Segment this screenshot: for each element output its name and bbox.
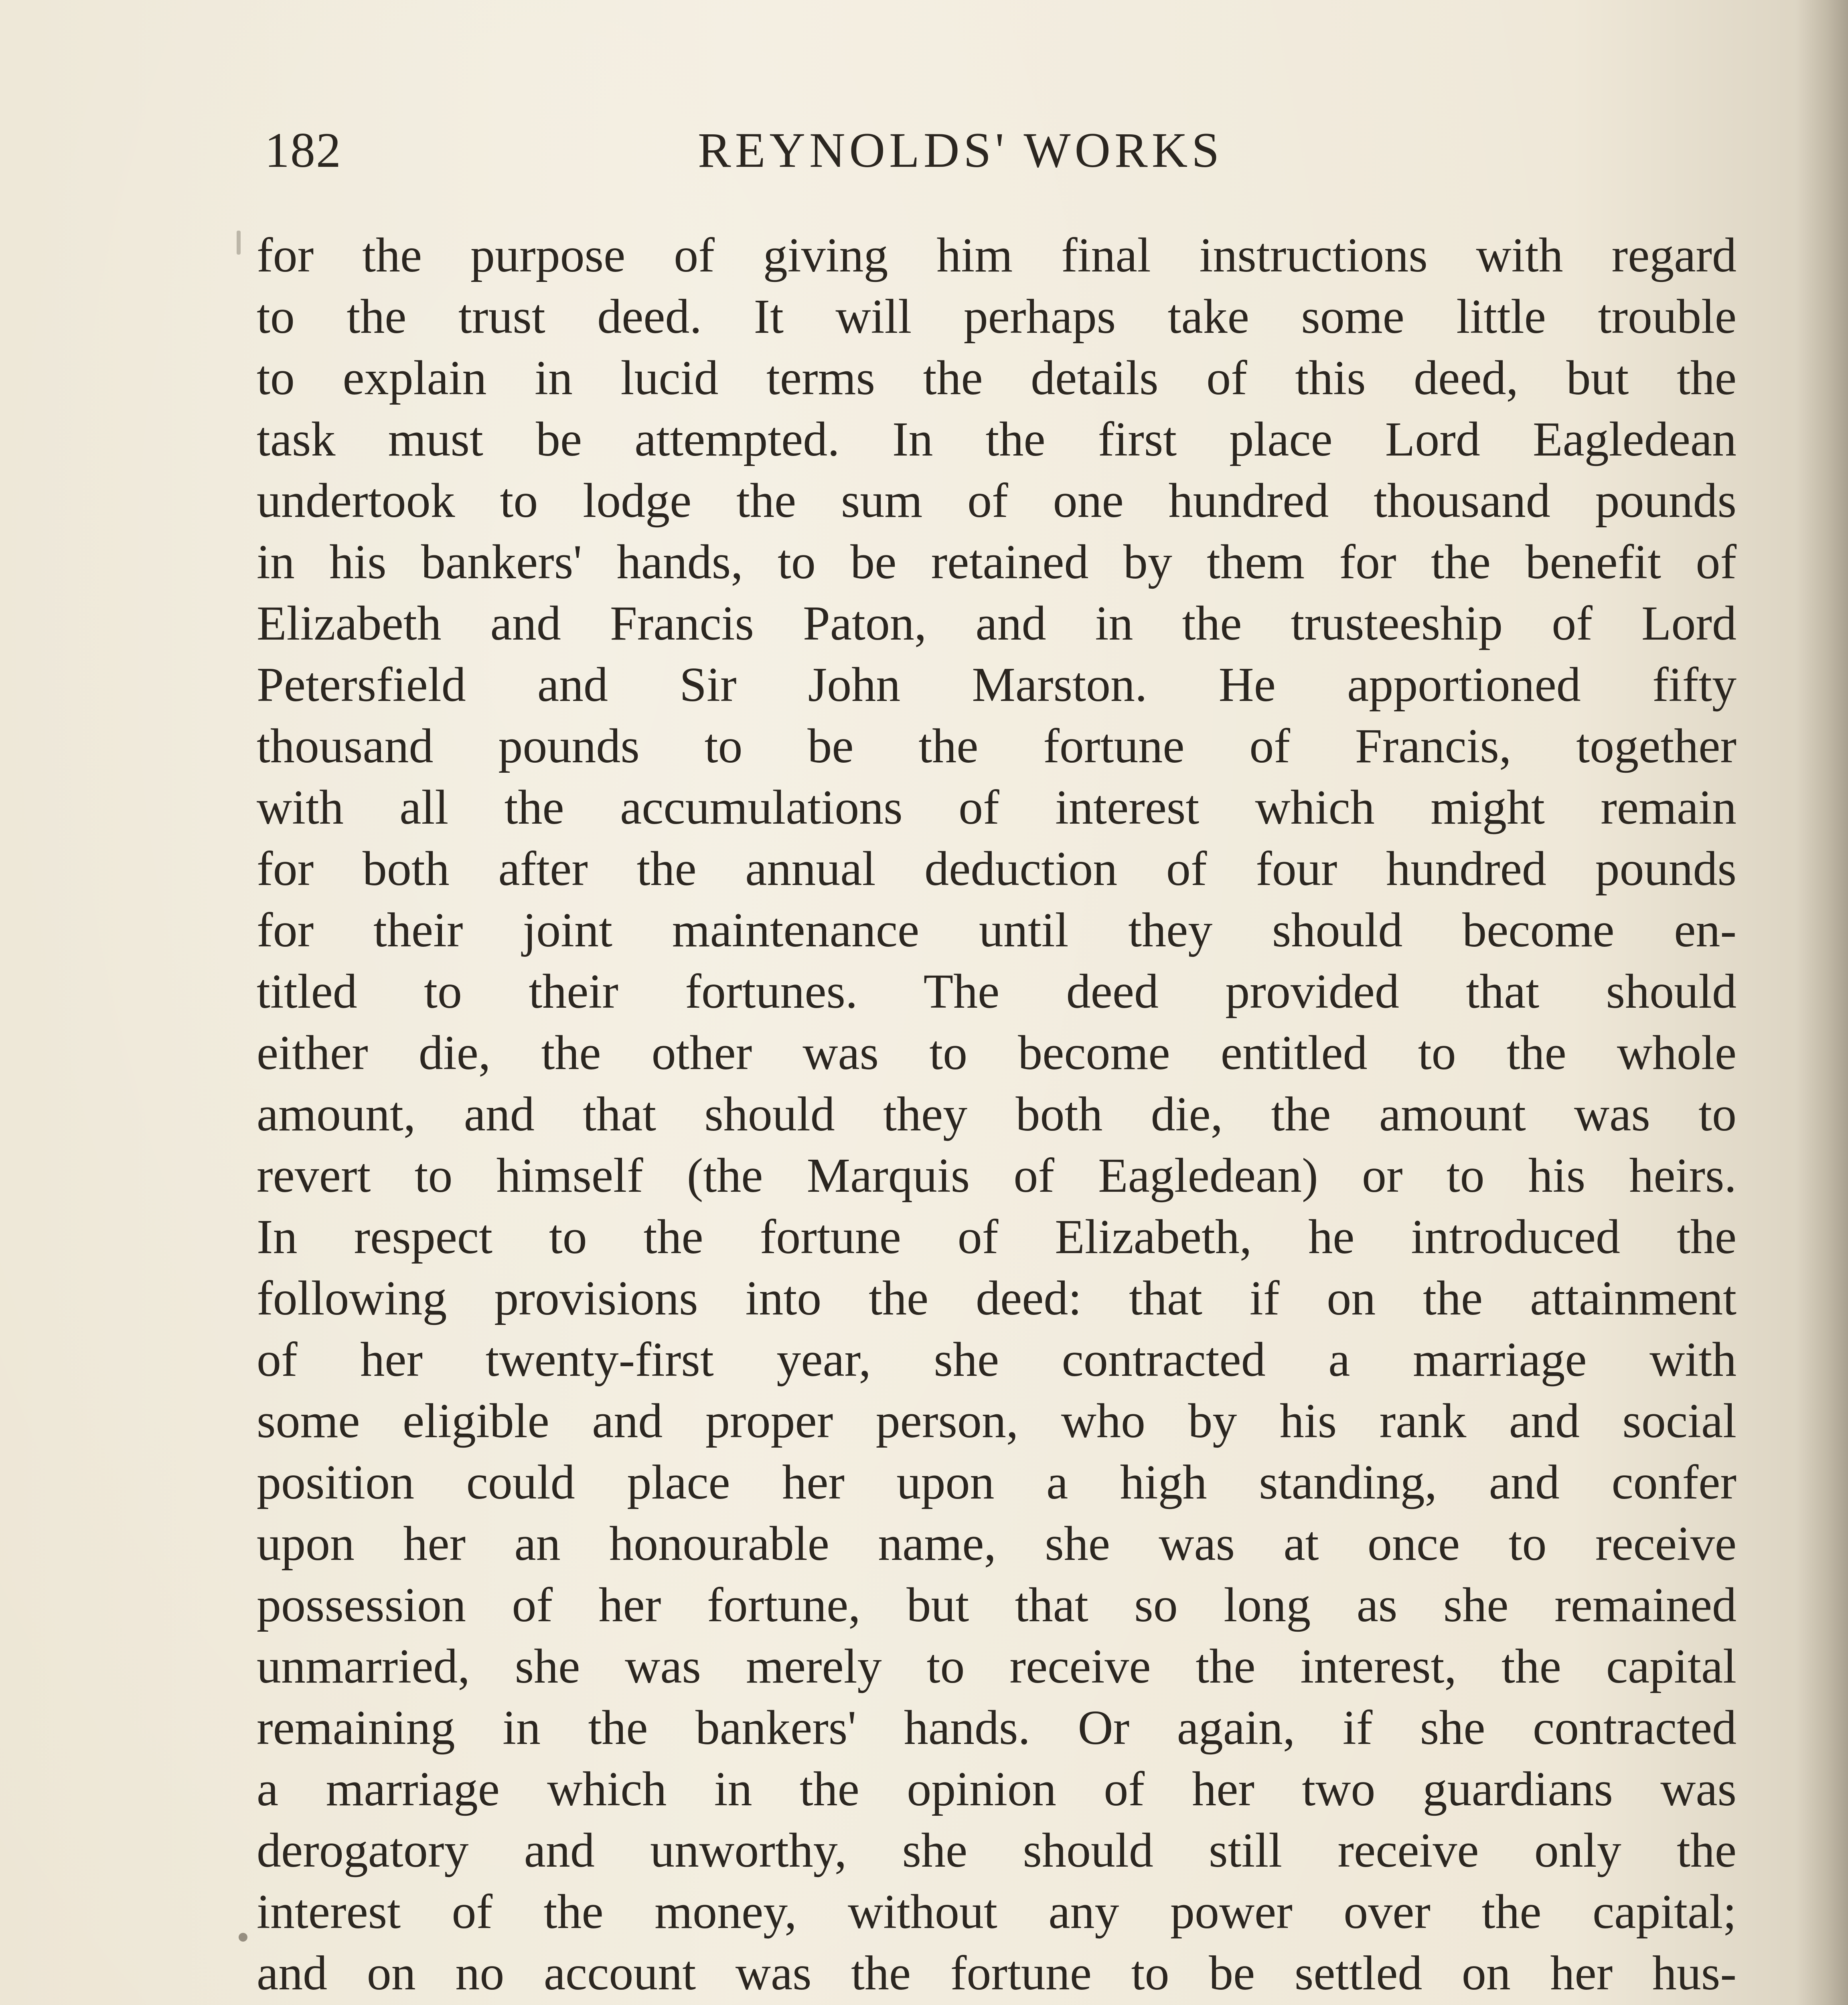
text-line: Petersfield and Sir John Marston. He apportioned fifty	[257, 658, 1737, 712]
text-line: and on no account was the fortune to be settled on her hus-	[257, 1946, 1737, 2000]
text-line: either die, the other was to become entitled to the whole	[257, 1026, 1737, 1080]
text-line: position could place her upon a high standing, and confer	[257, 1455, 1737, 1509]
text-line: remaining in the bankers' hands. Or again, if she contracted	[257, 1701, 1737, 1755]
text-line: unmarried, she was merely to receive the interest, the capital	[257, 1639, 1737, 1693]
book-title: REYNOLDS' WORKS	[698, 123, 1224, 178]
text-line: to explain in lucid terms the details of this deed, but the	[257, 351, 1737, 405]
text-line: following provisions into the deed: that if on the attainment	[257, 1271, 1737, 1325]
text-line: In respect to the fortune of Elizabeth, he introduced the	[257, 1210, 1737, 1264]
body-text	[257, 225, 1737, 2005]
text-line: possession of her fortune, but that so long as she remained	[257, 1578, 1737, 1632]
text-line: to the trust deed. It will perhaps take some little trouble	[257, 290, 1737, 344]
running-head	[265, 114, 1741, 186]
text-line: titled to their fortunes. The deed provided that should	[257, 964, 1737, 1019]
text-line: in his bankers' hands, to be retained by them for the benefit of	[257, 535, 1737, 589]
text-line: Elizabeth and Francis Paton, and in the trusteeship of Lord	[257, 596, 1737, 650]
text-line: with all the accumulations of interest which might remain	[257, 780, 1737, 834]
text-line: upon her an honourable name, she was at once to receive	[257, 1517, 1737, 1571]
paper-speck	[237, 231, 241, 255]
text-line: task must be attempted. In the first place Lord Eagledean	[257, 412, 1737, 466]
text-line: for their joint maintenance until they should become en-	[257, 903, 1737, 957]
text-line: derogatory and unworthy, she should still receive only the	[257, 1823, 1737, 1877]
text-line: of her twenty-first year, she contracted a marriage with	[257, 1333, 1737, 1387]
text-line: some eligible and proper person, who by his rank and social	[257, 1394, 1737, 1448]
text-line: revert to himself (the Marquis of Eagledean) or to his heirs.	[257, 1148, 1737, 1203]
text-line: undertook to lodge the sum of one hundred thousand pounds	[257, 474, 1737, 528]
page-number: 182	[265, 123, 342, 178]
paper-speck	[239, 1933, 247, 1942]
text-line: amount, and that should they both die, the amount was to	[257, 1087, 1737, 1141]
text-line: a marriage which in the opinion of her two guardians was	[257, 1762, 1737, 1816]
text-line: for both after the annual deduction of four hundred pounds	[257, 842, 1737, 896]
text-line: thousand pounds to be the fortune of Francis, together	[257, 719, 1737, 773]
text-line: for the purpose of giving him final instructions with regard	[257, 228, 1737, 282]
text-line: interest of the money, without any power over the capital;	[257, 1885, 1737, 1939]
page-edge-shadow	[1796, 0, 1848, 2005]
